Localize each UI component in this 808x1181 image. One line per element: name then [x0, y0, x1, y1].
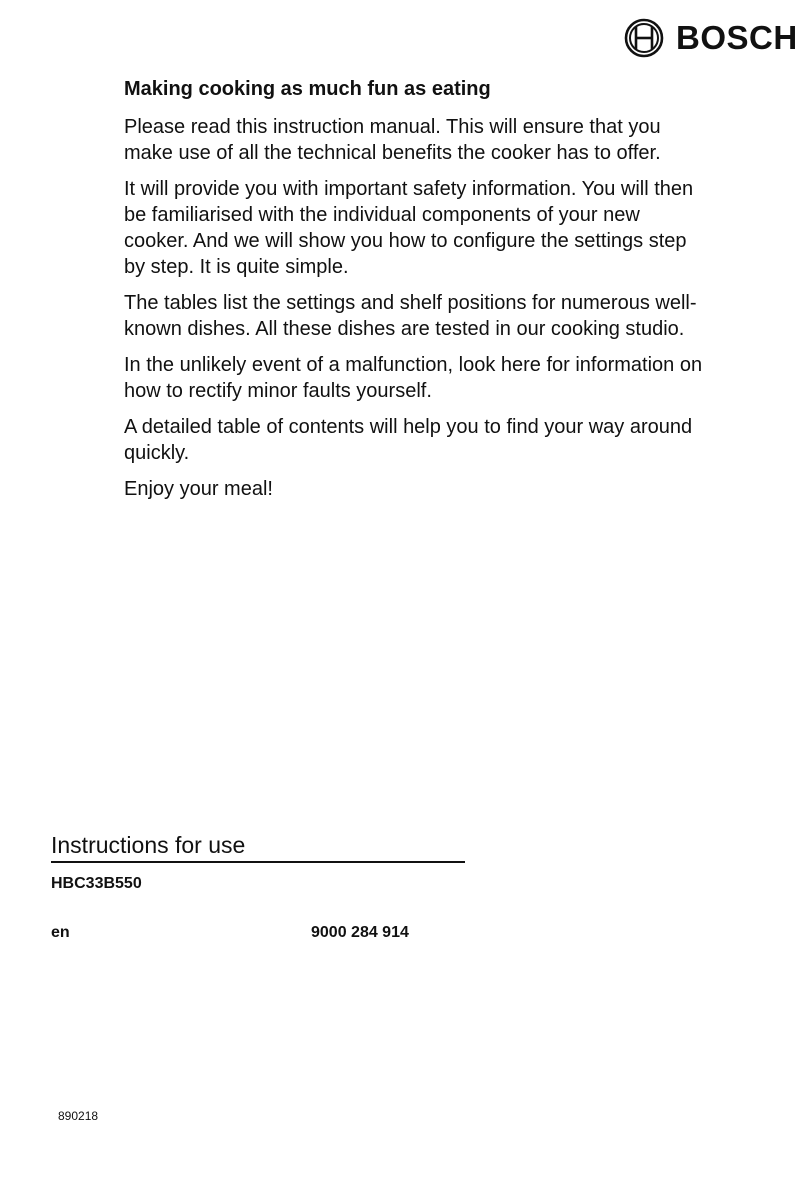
- intro-section: [124, 76, 704, 512]
- brand-name: BOSCH: [676, 19, 798, 56]
- intro-heading: Making cooking as much fun as eating: [124, 78, 491, 100]
- language-code: en: [51, 924, 70, 941]
- bosch-armature-icon: [624, 18, 664, 58]
- manual-info: [51, 830, 465, 895]
- part-number: 9000 284 914: [311, 924, 409, 941]
- intro-paragraph: A detailed table of contents will help you to find your way around quickly.: [124, 416, 693, 464]
- intro-paragraph: Enjoy your meal!: [124, 478, 273, 500]
- manual-title: Instructions for use: [51, 832, 246, 858]
- intro-paragraph: The tables list the settings and shelf positions for numerous well-known dishes. All these dishes are tested in our cooking studio.: [124, 292, 697, 340]
- intro-paragraph: In the unlikely event of a malfunction, look here for information on how to rectify minor faults yourself.: [124, 354, 703, 402]
- model-number: HBC33B550: [51, 875, 142, 892]
- title-divider: [51, 861, 465, 863]
- document-code: 890218: [58, 1109, 99, 1123]
- intro-paragraph: It will provide you with important safety information. You will then be familiarised with the individual components of your new cooker. And we will show you how to configure the settings step by step. It is quite simple.: [124, 178, 694, 278]
- brand-logo: [624, 16, 808, 60]
- language-row: [51, 922, 465, 944]
- intro-paragraph: Please read this instruction manual. This will ensure that you make use of all the technical benefits the cooker has to offer.: [124, 116, 661, 164]
